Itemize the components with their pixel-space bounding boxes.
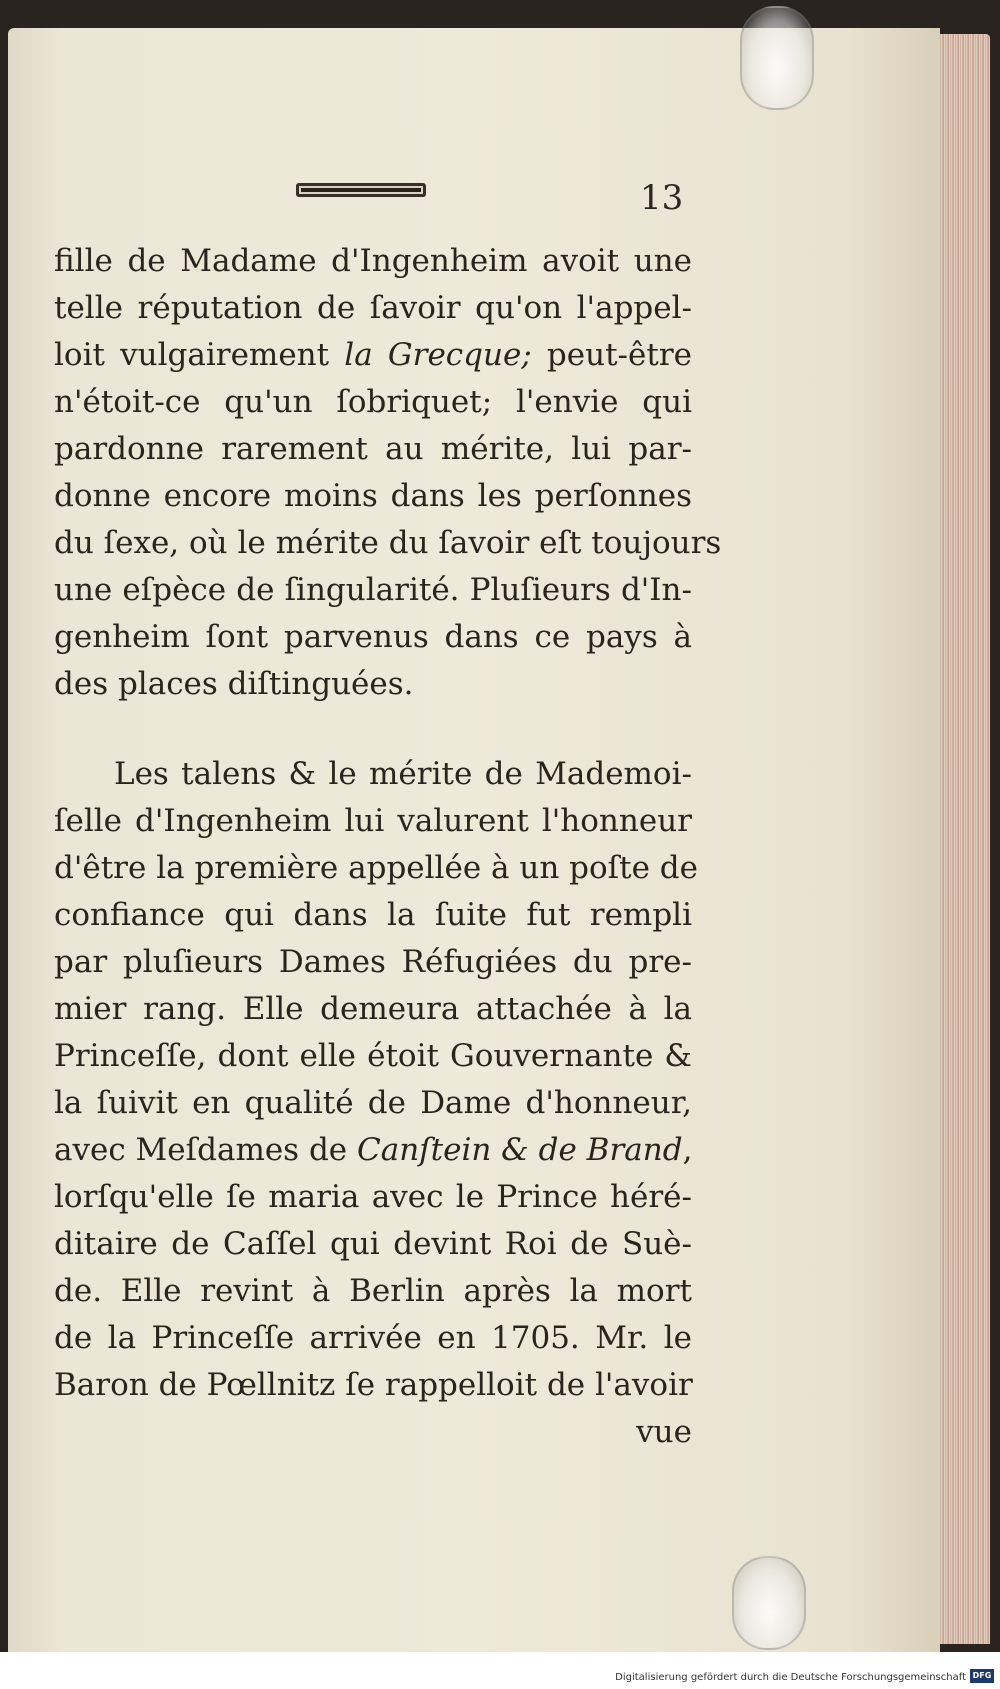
text-line: Baron de Pœllnitz ſe rappelloit de l'avoir (54, 1367, 693, 1403)
page-clip-top (740, 6, 814, 110)
dfg-logo: DFG (970, 1669, 994, 1683)
text-line: ditaire de Caſſel qui devint Roi de Suè- (54, 1226, 692, 1262)
text-line: par pluſieurs Dames Réfugiées du pre- (54, 944, 692, 980)
text-line: confiance qui dans la ſuite fut rempli (54, 897, 692, 933)
text-line: fille de Madame d'Ingenheim avoit une (54, 243, 692, 279)
text-line: Les talens & le mérite de Mademoi- (114, 756, 692, 792)
footer-bar (0, 1652, 1000, 1689)
text-run: avec Meſdames de (54, 1132, 357, 1168)
text-line: du ſexe, où le mérite du ſavoir eſt toujours (54, 525, 722, 561)
text-line: Princeſſe, dont elle étoit Gouvernante & (54, 1038, 692, 1074)
text-line: de la Princeſſe arrivée en 1705. Mr. le (54, 1320, 692, 1356)
text-line: lorſqu'elle ſe maria avec le Prince héré- (54, 1179, 692, 1215)
text-line (54, 1127, 692, 1174)
page-edges (940, 34, 990, 1644)
italic-phrase: Canſtein & de Brand (357, 1132, 683, 1168)
text-line: donne encore moins dans les perſonnes (54, 478, 692, 514)
text-line: n'étoit-ce qu'un ſobriquet; l'envie qui (54, 384, 692, 420)
text-line: ſelle d'Ingenheim lui valurent l'honneur (54, 803, 692, 839)
text-line: telle réputation de ſavoir qu'on l'appel- (54, 290, 692, 326)
page-clip-bottom (732, 1556, 806, 1650)
text-line: d'être la première appellée à un poſte de (54, 850, 698, 886)
text-line: pardonne rarement au mérite, lui par- (54, 431, 692, 467)
text-line: mier rang. Elle demeura attachée à la (54, 991, 692, 1027)
page-number: 13 (640, 178, 684, 218)
text-line (54, 332, 692, 379)
text-run: peut-être (531, 337, 692, 373)
text-line: une eſpèce de ſingularité. Pluſieurs d'In- (54, 572, 692, 608)
body-text (54, 238, 722, 1456)
catchword: vue (636, 1414, 692, 1450)
text-line: des places diſtinguées. (54, 666, 414, 702)
digitization-credit: Digitalisierung gefördert durch die Deutsche Forschungsgemeinschaft (615, 1672, 966, 1683)
header-ornament (296, 183, 426, 197)
paragraph-gap (54, 708, 692, 751)
text-line: genheim ſont parvenus dans ce pays à (54, 619, 692, 655)
text-line: de. Elle revint à Berlin après la mort (54, 1273, 692, 1309)
text-line: la ſuivit en qualité de Dame d'honneur, (54, 1085, 692, 1121)
text-run: loit vulgairement (54, 337, 345, 373)
italic-phrase: la Grecque; (344, 337, 532, 373)
text-run: , (682, 1132, 693, 1168)
